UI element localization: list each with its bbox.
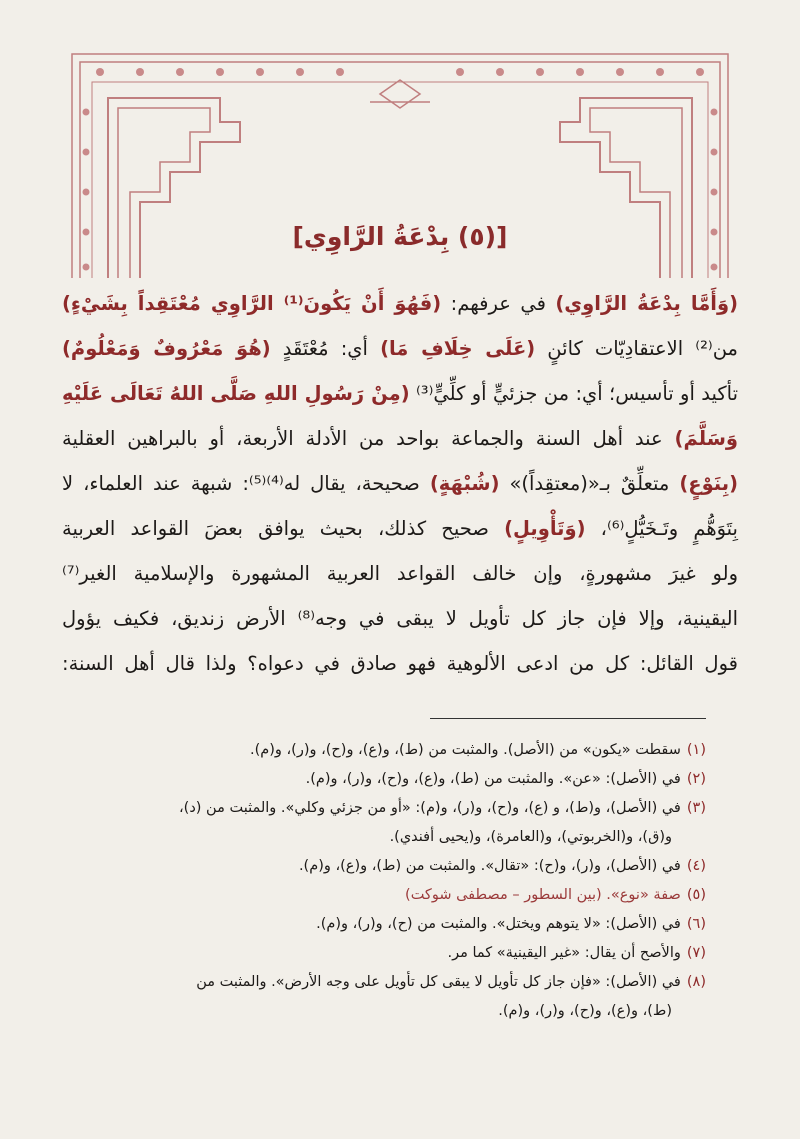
footnote-number: (٦)	[686, 916, 706, 932]
commentary-text: صحيحة، يقال له⁽⁴⁾⁽⁵⁾: شبهة عند العلماء، لا	[62, 472, 430, 495]
matn-text: (هُوَ مَعْرُوفٌ وَمَعْلُومٌ)	[62, 337, 271, 360]
matn-text: (وَأَمَّا بِدْعَةُ الرَّاوِي)	[555, 292, 738, 315]
matn-text: (وَتَأْوِيلٍ)	[504, 517, 586, 540]
commentary-text: تأكيد أو تأسيس؛ أي: من جزئيٍّ أو كلِّيٍّ⁽³⁾	[409, 382, 739, 405]
matn-text: (مِنْ رَسُولِ اللهِ صَلَّى اللهُ تَعَالَى عَلَيْهِ	[62, 382, 410, 405]
footnote-number: (١)	[686, 742, 706, 758]
footnote	[90, 852, 706, 881]
footnote-separator	[430, 718, 706, 719]
matn-text: (شُبْهَةٍ)	[429, 472, 500, 495]
footnote-number: (٤)	[686, 858, 706, 874]
commentary-text: من⁽²⁾ الاعتقادِيّات كائنٍ	[535, 337, 739, 360]
footnote-number: (٨)	[686, 974, 706, 990]
footnote-text: في (الأصل): «عن». والمثبت من (ط)، و(ع)، و(ح)، و(ر)، و(م).	[305, 771, 681, 787]
footnote	[90, 968, 706, 997]
commentary-text: قول القائل: كل من ادعى الألوهية فهو صادق في دعواه؟ ولذا قال أهل السنة:	[62, 652, 738, 675]
text-line	[62, 419, 738, 464]
footnote-continuation: (ط)، و(ع)، و(ح)، و(ر)، و(م).	[498, 1003, 672, 1019]
footnote	[90, 881, 706, 910]
footnote-text: والأصح أن يقال: «غير اليقينية» كما مر.	[447, 945, 681, 961]
footnote-text: في (الأصل)، و(ر)، و(ح): «تقال». والمثبت من (ط)، و(ع)، و(م).	[298, 858, 681, 874]
footnote-text: في (الأصل): «لا يتوهم ويختل». والمثبت من (ح)، و(ر)، و(م).	[316, 916, 681, 932]
commentary-text: متعلِّقٌ بـ«(معتقِداً)»	[499, 472, 680, 495]
commentary-text: عند أهل السنة والجماعة بواحد من الأدلة الأربعة، أو بالبراهين العقلية	[62, 427, 675, 450]
footnote	[90, 794, 706, 823]
main-text	[62, 284, 738, 689]
matn-text: (فَهُوَ أَنْ يَكُونَ⁽¹⁾ الرَّاوِي مُعْتَقِداً بِشَيْءٍ)	[62, 292, 442, 315]
footnote-number: (٥)	[686, 887, 706, 903]
text-line	[62, 554, 738, 599]
commentary-text: في عرفهم:	[441, 292, 556, 315]
footnote-text: صفة «نوع». (بين السطور – مصطفى شوكت)	[405, 887, 681, 903]
footnote-number: (٢)	[686, 771, 706, 787]
footnote	[90, 765, 706, 794]
text-line	[62, 599, 738, 644]
footnote-text: في (الأصل)، و(ط)، و (ع)، و(ح)، و(ر)، و(م): «أو من جزئي وكلي». والمثبت من (د)،	[179, 800, 681, 816]
footnote	[90, 736, 706, 765]
text-line	[62, 464, 738, 509]
footnote	[90, 939, 706, 968]
section-heading: [(٥) بِدْعَةُ الرَّاوِي]	[292, 222, 508, 251]
text-line	[62, 329, 738, 374]
matn-text: وَسَلَّمَ)	[674, 427, 738, 450]
commentary-text: أي: مُعْتَقَدٍ	[270, 337, 381, 360]
commentary-text: ولو غيرَ مشهورةٍ، وإن خالف القواعد العربية المشهورة والإسلامية الغير⁽⁷⁾	[62, 562, 738, 585]
footnotes	[90, 736, 706, 1026]
commentary-text: اليقينية، وإلا فإن جاز كل تأويل لا يبقى في وجه⁽⁸⁾ الأرض زنديق، فكيف يؤول	[62, 607, 738, 630]
text-line	[62, 509, 738, 554]
footnote-text: في (الأصل): «فإن جاز كل تأويل لا يبقى كل تأويل على وجه الأرض». والمثبت من	[196, 974, 681, 990]
matn-text: (عَلَى خِلَافِ مَا)	[380, 337, 536, 360]
footnote-text: سقطت «يكون» من (الأصل). والمثبت من (ط)، و(ع)، و(ح)، و(ر)، و(م).	[249, 742, 681, 758]
text-line	[62, 284, 738, 329]
text-line	[62, 644, 738, 689]
matn-text: (بِنَوْعٍ)	[679, 472, 738, 495]
commentary-text: بِتَوَهُّمٍ وتَـخَيُّلٍ⁽⁶⁾،	[585, 517, 738, 540]
footnote-continuation: و(ق)، و(الخربوتي)، و(العامرة)، و(يحيى أفندي).	[389, 829, 672, 845]
text-line	[62, 374, 738, 419]
footnote-number: (٣)	[686, 800, 706, 816]
commentary-text: صحيح كذلك، بحيث يوافق بعضَ القواعد العربية	[62, 517, 505, 540]
footnote	[90, 910, 706, 939]
footnote-number: (٧)	[686, 945, 706, 961]
